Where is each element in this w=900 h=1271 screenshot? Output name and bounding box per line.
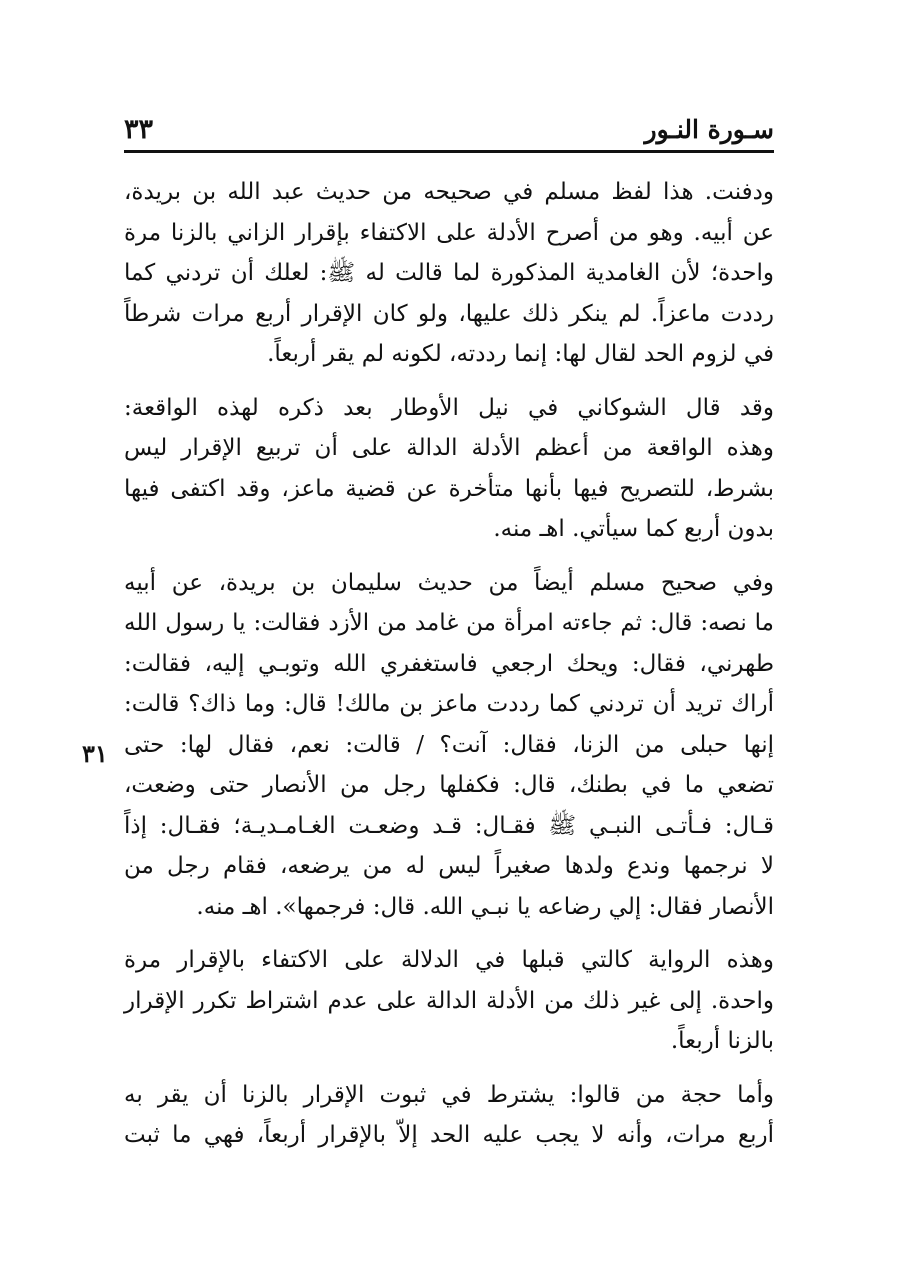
- text-line: وقد قال الشوكاني في نيل الأوطار بعد ذكره لهذه الواقعة:: [124, 394, 774, 421]
- text-line: ودفنت. هذا لفظ مسلم في صحيحه من حديث عبد الله بن بريدة،: [124, 179, 774, 205]
- text-line: وفي صحيح مسلم أيضاً من حديث سليمان بن بريدة، عن أبيه: [124, 569, 774, 596]
- text-line: إنها حبلى من الزنا، فقال: آنت؟ / قالت: نعم، فقال لها: حتى: [124, 731, 774, 758]
- text-line: عن أبيه. وهو من أصرح الأدلة على الاكتفاء بإقرار الزاني بالزنا مرة: [124, 219, 774, 246]
- chapter-title: سـورة النـور: [644, 115, 774, 144]
- text-line: أراك تريد أن تردني كما رددت ماعز بن مالك! قال: وما ذاك؟ قالت:: [124, 691, 774, 717]
- text-line: لا نرجمها وندع ولدها صغيراً ليس له من يرضعه، فقام رجل من: [124, 853, 774, 879]
- paragraph: [124, 1075, 774, 1156]
- page-number: ٣٣: [124, 114, 154, 145]
- text-line: واحدة. إلى غير ذلك من الأدلة الدالة على عدم اشتراط تكرر الإقرار: [124, 987, 774, 1014]
- text-line: رددت ماعزاً. لم ينكر ذلك عليها، ولو كان الإقرار أربع مرات شرطاً: [124, 300, 774, 327]
- paragraph: [124, 563, 774, 928]
- text-line: في لزوم الحد لقال لها: إنما رددته، لكونه لم يقر أربعاً.: [267, 341, 774, 367]
- text-line: بشرط، للتصريح فيها بأنها متأخرة عن قضية ماعز، وقد اكتفى فيها: [124, 475, 774, 502]
- header-divider: [124, 150, 774, 153]
- text-line: قـال: فـأتـى النبـي ﷺ فقـال: قـد وضعـت الغـامـديـة؛ فقـال: إذاً: [124, 812, 774, 839]
- text-line: وأما حجة من قالوا: يشترط في ثبوت الإقرار بالزنا أن يقر به: [124, 1081, 774, 1108]
- text-line: بدون أربع كما سيأتي. اهـ منه.: [493, 516, 774, 542]
- text-line: وهذه الواقعة من أعظم الأدلة الدالة على أن تربيع الإقرار ليس: [124, 435, 774, 461]
- body-text: [124, 172, 774, 1169]
- paragraph: [124, 172, 774, 375]
- running-header: [124, 96, 774, 150]
- text-line: واحدة؛ لأن الغامدية المذكورة لما قالت له ﷺ: لعلك أن تردني كما: [124, 260, 774, 286]
- text-line: أربع مرات، وأنه لا يجب عليه الحد إلاّ بالإقرار أربعاً، فهي ما ثبت: [124, 1122, 774, 1148]
- paragraph: [124, 940, 774, 1062]
- text-line: ما نصه: قال: ثم جاءته امرأة من غامد من الأزد فقالت: يا رسول الله: [124, 610, 774, 636]
- text-line: تضعي ما في بطنك، قال: فكفلها رجل من الأنصار حتى وضعت،: [124, 772, 774, 798]
- text-line: طهرني، فقال: ويحك ارجعي فاستغفري الله وتوبـي إليه، فقالت:: [124, 650, 774, 677]
- text-line: الأنصار فقال: إلي رضاعه يا نبـي الله. قال: فرجمها». اهـ منه.: [196, 893, 774, 920]
- text-line: بالزنا أربعاً.: [670, 1028, 774, 1054]
- paragraph: [124, 388, 774, 550]
- margin-volume-marker: ٣١: [82, 739, 108, 768]
- text-line: وهذه الرواية كالتي قبلها في الدلالة على الاكتفاء بالإقرار مرة: [124, 947, 774, 973]
